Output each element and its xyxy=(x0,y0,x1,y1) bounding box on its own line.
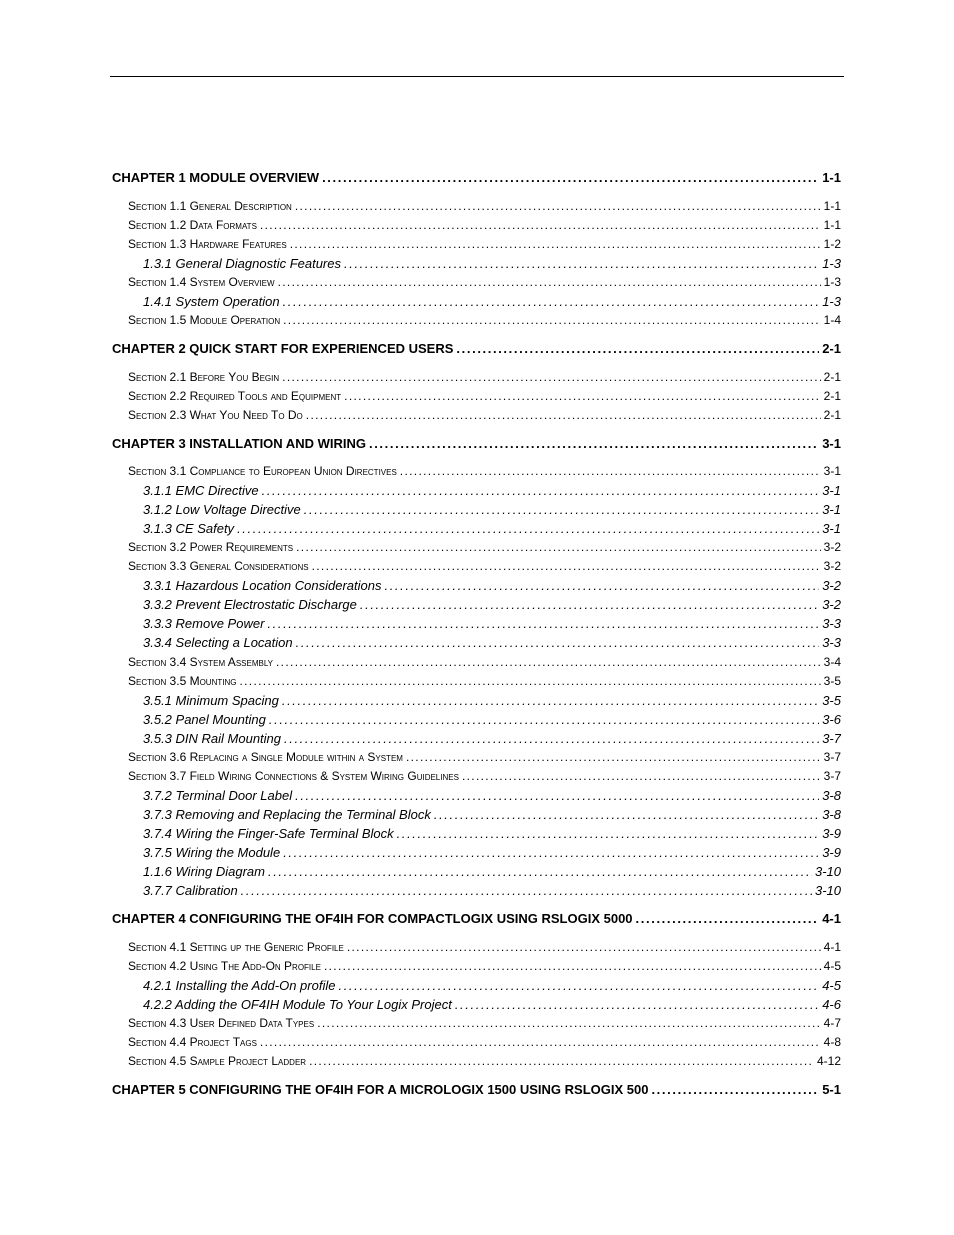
toc-entry-page: 3-6 xyxy=(822,712,841,727)
toc-entry-sub[interactable] xyxy=(143,597,841,615)
toc-entry-sub[interactable] xyxy=(143,712,841,730)
toc-entry-page: 3-5 xyxy=(822,693,841,708)
dot-leader xyxy=(295,788,819,803)
toc-entry-page: 3-5 xyxy=(823,674,841,688)
toc-entry-chapter[interactable] xyxy=(112,436,841,454)
toc-entry-page: 3-2 xyxy=(823,559,841,573)
toc-entry-page: 3-4 xyxy=(823,655,841,669)
toc-entry-page: 4-12 xyxy=(816,1054,841,1068)
toc-entry-sub[interactable] xyxy=(143,788,841,806)
toc-entry-section[interactable] xyxy=(128,199,841,216)
dot-leader xyxy=(241,883,812,898)
toc-entry-sub[interactable] xyxy=(143,256,841,274)
toc-entry-label: 3.7.7 Calibration xyxy=(143,883,238,898)
dot-leader xyxy=(317,1016,820,1030)
toc-entry-section[interactable] xyxy=(128,750,841,767)
toc-entry-section[interactable] xyxy=(128,655,841,672)
toc-entry-page: 4-1 xyxy=(823,940,841,954)
toc-entry-label: Section 3.2 Power Requirements xyxy=(128,540,294,554)
toc-entry-sub[interactable] xyxy=(143,578,841,596)
dot-leader xyxy=(344,389,821,403)
toc-entry-page: 3-1 xyxy=(822,521,841,536)
toc-entry-label: 3.1.1 EMC Directive xyxy=(143,483,259,498)
toc-entry-label: Section 3.6 Replacing a Single Module within a System xyxy=(128,750,403,764)
dot-leader xyxy=(282,693,819,708)
toc-entry-label: 1.1.6 Wiring Diagram xyxy=(143,864,265,879)
toc-entry-label: 3.1.3 CE Safety xyxy=(143,521,235,536)
toc-entry-label: Section 3.3 General Considerations xyxy=(128,559,309,573)
toc-entry-sub[interactable] xyxy=(143,635,841,653)
toc-entry-page: 3-2 xyxy=(822,597,841,612)
toc-entry-label: 4.2.2 Adding the OF4IH Module To Your Logix Project xyxy=(143,997,452,1012)
dot-leader xyxy=(456,341,819,356)
toc-entry-label: Section 4.5 Sample Project Ladder xyxy=(128,1054,307,1068)
dot-leader xyxy=(296,635,820,650)
dot-leader xyxy=(651,1082,819,1097)
toc-entry-label: CHAPTER 3 INSTALLATION AND WIRING xyxy=(112,436,366,451)
dot-leader xyxy=(269,712,819,727)
toc-entry-section[interactable] xyxy=(128,408,841,425)
dot-leader xyxy=(239,674,820,688)
toc-entry-page: 3-3 xyxy=(822,616,841,631)
dot-leader xyxy=(455,997,819,1012)
toc-entry-sub[interactable] xyxy=(143,997,841,1015)
toc-entry-label: 3.3.3 Remove Power xyxy=(143,616,265,631)
toc-entry-page: 3-1 xyxy=(822,483,841,498)
toc-entry-page: 3-9 xyxy=(822,845,841,860)
toc-entry-label: Section 4.4 Project Tags xyxy=(128,1035,257,1049)
dot-leader xyxy=(397,826,820,841)
toc-entry-chapter[interactable] xyxy=(112,170,841,188)
toc-entry-page: 4-5 xyxy=(822,978,841,993)
dot-leader xyxy=(283,845,819,860)
toc-entry-label: 3.1.2 Low Voltage Directive xyxy=(143,502,301,517)
toc-entry-label: Section 3.5 Mounting xyxy=(128,674,237,688)
toc-entry-label: 3.7.3 Removing and Replacing the Terminal Block xyxy=(143,807,431,822)
dot-leader xyxy=(284,731,819,746)
toc-entry-label: CHAPTER 4 CONFIGURING THE OF4IH FOR COMPACTLOGIX USING RSLOGIX 5000 xyxy=(112,911,633,926)
toc-entry-sub[interactable] xyxy=(143,521,841,539)
toc-entry-page: 3-7 xyxy=(823,750,841,764)
toc-entry-label: 1.4.1 System Operation xyxy=(143,294,280,309)
dot-leader xyxy=(282,370,821,384)
dot-leader xyxy=(322,170,819,185)
toc-entry-sub[interactable] xyxy=(143,807,841,825)
toc-entry-label: CHAPTER 2 QUICK START FOR EXPERIENCED USERS xyxy=(112,341,454,356)
dot-leader xyxy=(290,237,821,251)
dot-leader xyxy=(276,655,821,669)
toc-entry-section[interactable] xyxy=(128,389,841,406)
toc-entry-label: Section 2.3 What You Need To Do xyxy=(128,408,303,422)
toc-entry-page: 3-10 xyxy=(814,864,841,879)
toc-entry-label: Section 1.4 System Overview xyxy=(128,275,275,289)
toc-entry-section[interactable] xyxy=(128,959,841,976)
toc-entry-section[interactable] xyxy=(128,674,841,691)
toc-entry-page: 1-1 xyxy=(822,170,841,185)
dot-leader xyxy=(278,275,821,289)
toc-entry-section[interactable] xyxy=(128,275,841,292)
dot-leader xyxy=(296,540,821,554)
toc-entry-page: 4-7 xyxy=(823,1016,841,1030)
toc-entry-label: Section 2.2 Required Tools and Equipment xyxy=(128,389,342,403)
toc-entry-page: 3-8 xyxy=(822,807,841,822)
toc-entry-page: 3-1 xyxy=(822,502,841,517)
toc-entry-label: 3.5.3 DIN Rail Mounting xyxy=(143,731,282,746)
dot-leader xyxy=(406,750,821,764)
toc-entry-page: 3-3 xyxy=(822,635,841,650)
toc-entry-chapter[interactable] xyxy=(112,911,841,929)
dot-leader xyxy=(260,218,821,232)
toc-entry-label: 1.3.1 General Diagnostic Features xyxy=(143,256,341,271)
toc-entry-label: Section 4.1 Setting up the Generic Profile xyxy=(128,940,344,954)
toc-entry-label: CHAPTER 5 CONFIGURING THE OF4IH FOR A MICROLOGIX 1500 USING RSLOGIX 500 xyxy=(112,1082,649,1097)
toc-entry-page: 4-8 xyxy=(823,1035,841,1049)
toc-entry-page: 5-1 xyxy=(822,1082,841,1097)
toc-entry-label: Section 3.4 System Assembly xyxy=(128,655,274,669)
toc-entry-label: CHAPTER 1 MODULE OVERVIEW xyxy=(112,170,320,185)
toc-entry-label: 3.7.5 Wiring the Module xyxy=(143,845,281,860)
dot-leader xyxy=(262,483,820,498)
toc-entry-page: 2-1 xyxy=(823,389,841,403)
dot-leader xyxy=(360,597,819,612)
toc-entry-page: 3-8 xyxy=(822,788,841,803)
toc-entry-section[interactable] xyxy=(128,769,841,786)
toc-entry-sub[interactable] xyxy=(143,502,841,520)
dot-leader xyxy=(344,256,819,271)
toc-entry-page: 2-1 xyxy=(823,408,841,422)
toc-entry-page: 3-7 xyxy=(823,769,841,783)
toc-entry-page: 3-9 xyxy=(822,826,841,841)
toc-entry-sub[interactable] xyxy=(143,883,841,901)
toc-entry-label: Section 4.3 User Defined Data Types xyxy=(128,1016,315,1030)
dot-leader xyxy=(309,1054,814,1068)
toc-entry-label: Section 3.7 Field Wiring Connections & System Wiring Guidelines xyxy=(128,769,459,783)
toc-entry-label: 3.3.2 Prevent Electrostatic Discharge xyxy=(143,597,357,612)
toc-entry-section[interactable] xyxy=(128,237,841,254)
toc-entry-sub[interactable] xyxy=(143,731,841,749)
toc-entry-label: Section 3.1 Compliance to European Union Directives xyxy=(128,464,397,478)
toc-entry-page: 3-1 xyxy=(823,464,841,478)
toc-entry-section[interactable] xyxy=(128,540,841,557)
toc-entry-label: 3.7.2 Terminal Door Label xyxy=(143,788,293,803)
dot-leader xyxy=(338,978,819,993)
toc-entry-label: 3.5.1 Minimum Spacing xyxy=(143,693,279,708)
toc-entry-section[interactable] xyxy=(128,464,841,481)
toc-entry-label: Section 2.1 Before You Begin xyxy=(128,370,280,384)
toc-entry-sub[interactable] xyxy=(143,616,841,634)
toc-entry-label: 3.5.2 Panel Mounting xyxy=(143,712,266,727)
toc-entry-sub[interactable] xyxy=(143,294,841,312)
dot-leader xyxy=(400,464,821,478)
toc-entry-sub[interactable] xyxy=(143,978,841,996)
toc-entry-label: 4.2.1 Installing the Add-On profile xyxy=(143,978,336,993)
dot-leader xyxy=(384,578,819,593)
toc-entry-sub[interactable] xyxy=(143,845,841,863)
toc-entry-sub[interactable] xyxy=(143,826,841,844)
dot-leader xyxy=(312,559,821,573)
dot-leader xyxy=(260,1035,821,1049)
toc-entry-page: 3-10 xyxy=(814,883,841,898)
toc-entry-section[interactable] xyxy=(128,313,841,330)
toc-entry-page: 2-1 xyxy=(823,370,841,384)
toc-entry-label: Section 1.1 General Description xyxy=(128,199,292,213)
toc-entry-sub[interactable] xyxy=(143,864,841,882)
dot-leader xyxy=(306,408,821,422)
header-rule xyxy=(110,76,844,77)
toc-entry-page: 3-2 xyxy=(822,578,841,593)
dot-leader xyxy=(636,911,820,926)
toc-entry-label: Section 1.2 Data Formats xyxy=(128,218,257,232)
dot-leader xyxy=(304,502,819,517)
toc-entry-page: 2-1 xyxy=(822,341,841,356)
dot-leader xyxy=(268,864,812,879)
dot-leader xyxy=(462,769,821,783)
toc-entry-label: Section 1.5 Module Operation xyxy=(128,313,281,327)
toc-entry-page: 3-2 xyxy=(823,540,841,554)
dot-leader xyxy=(267,616,819,631)
dot-leader xyxy=(283,313,821,327)
toc-entry-page: 1-2 xyxy=(823,237,841,251)
dot-leader xyxy=(283,294,820,309)
dot-leader xyxy=(237,521,819,536)
toc-entry-page: 1-1 xyxy=(823,218,841,232)
dot-leader xyxy=(369,436,819,451)
toc-entry-page: 4-6 xyxy=(822,997,841,1012)
toc-entry-section[interactable] xyxy=(128,1035,841,1052)
toc-entry-page: 4-1 xyxy=(822,911,841,926)
toc-entry-page: 1-4 xyxy=(823,313,841,327)
toc-entry-label: 3.3.1 Hazardous Location Considerations xyxy=(143,578,382,593)
toc-entry-section[interactable] xyxy=(128,1054,841,1071)
toc-entry-page: 1-3 xyxy=(822,294,841,309)
toc-entry-page: 3-7 xyxy=(822,731,841,746)
toc-entry-page: 3-1 xyxy=(822,436,841,451)
toc-entry-label: Section 4.2 Using The Add-On Profile xyxy=(128,959,321,973)
toc-entry-sub[interactable] xyxy=(143,693,841,711)
toc-entry-page: 4-5 xyxy=(823,959,841,973)
toc-entry-section[interactable] xyxy=(128,1016,841,1033)
toc-entry-chapter[interactable] xyxy=(112,1082,841,1100)
toc-entry-sub[interactable] xyxy=(143,483,841,501)
toc-entry-page: 1-1 xyxy=(823,199,841,213)
toc-entry-label: 3.3.4 Selecting a Location xyxy=(143,635,293,650)
dot-leader xyxy=(434,807,819,822)
toc-entry-section[interactable] xyxy=(128,370,841,387)
toc-entry-page: 1-3 xyxy=(822,256,841,271)
dot-leader xyxy=(295,199,821,213)
toc-entry-section[interactable] xyxy=(128,940,841,957)
toc-entry-chapter[interactable] xyxy=(112,341,841,359)
dot-leader xyxy=(324,959,821,973)
toc-entry-section[interactable] xyxy=(128,559,841,576)
toc-entry-label: 3.7.4 Wiring the Finger-Safe Terminal Block xyxy=(143,826,394,841)
toc-entry-section[interactable] xyxy=(128,218,841,235)
toc-entry-page: 1-3 xyxy=(823,275,841,289)
dot-leader xyxy=(347,940,821,954)
toc-entry-label: Section 1.3 Hardware Features xyxy=(128,237,287,251)
